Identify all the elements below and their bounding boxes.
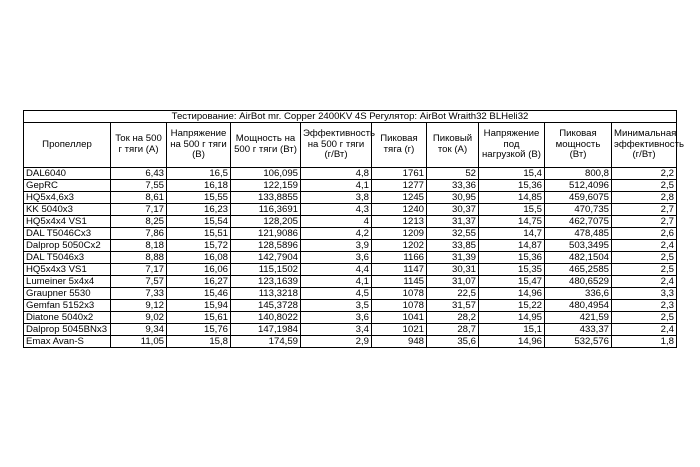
value-cell: 7,17 bbox=[111, 264, 167, 276]
table-row bbox=[24, 288, 677, 300]
value-cell: 28,2 bbox=[427, 312, 479, 324]
value-cell: 1147 bbox=[372, 264, 427, 276]
value-cell: 33,36 bbox=[427, 180, 479, 192]
header-row bbox=[24, 123, 677, 168]
value-cell: 147,1984 bbox=[231, 324, 301, 336]
value-cell: 8,88 bbox=[111, 252, 167, 264]
value-cell: 9,02 bbox=[111, 312, 167, 324]
column-header: Напряжение на 500 г тяги (В) bbox=[167, 123, 231, 168]
propeller-name-cell: Lumeiner 5x4x4 bbox=[24, 276, 111, 288]
table-row bbox=[24, 276, 677, 288]
value-cell: 15,35 bbox=[479, 264, 545, 276]
value-cell: 31,07 bbox=[427, 276, 479, 288]
value-cell: 4,5 bbox=[301, 288, 372, 300]
column-header: Напряжение под нагрузкой (В) bbox=[479, 123, 545, 168]
value-cell: 122,159 bbox=[231, 180, 301, 192]
title-row bbox=[24, 111, 677, 123]
table-row bbox=[24, 264, 677, 276]
value-cell: 478,485 bbox=[545, 228, 612, 240]
value-cell: 2,5 bbox=[612, 264, 677, 276]
table-row bbox=[24, 168, 677, 180]
value-cell: 480,4954 bbox=[545, 300, 612, 312]
propeller-name-cell: DAL6040 bbox=[24, 168, 111, 180]
value-cell: 459,6075 bbox=[545, 192, 612, 204]
value-cell: 31,57 bbox=[427, 300, 479, 312]
value-cell: 15,61 bbox=[167, 312, 231, 324]
value-cell: 532,576 bbox=[545, 336, 612, 348]
table-row bbox=[24, 216, 677, 228]
value-cell: 16,27 bbox=[167, 276, 231, 288]
propeller-name-cell: HQ5x4x3 VS1 bbox=[24, 264, 111, 276]
value-cell: 116,3691 bbox=[231, 204, 301, 216]
value-cell: 2,9 bbox=[301, 336, 372, 348]
value-cell: 2,7 bbox=[612, 204, 677, 216]
value-cell: 503,3495 bbox=[545, 240, 612, 252]
value-cell: 16,18 bbox=[167, 180, 231, 192]
table-row bbox=[24, 252, 677, 264]
value-cell: 465,2585 bbox=[545, 264, 612, 276]
value-cell: 2,3 bbox=[612, 300, 677, 312]
value-cell: 15,46 bbox=[167, 288, 231, 300]
table-row bbox=[24, 240, 677, 252]
value-cell: 16,08 bbox=[167, 252, 231, 264]
column-header: Пиковый ток (А) bbox=[427, 123, 479, 168]
value-cell: 2,8 bbox=[612, 192, 677, 204]
value-cell: 1145 bbox=[372, 276, 427, 288]
value-cell: 2,7 bbox=[612, 216, 677, 228]
value-cell: 480,6529 bbox=[545, 276, 612, 288]
value-cell: 35,6 bbox=[427, 336, 479, 348]
value-cell: 31,39 bbox=[427, 252, 479, 264]
value-cell: 9,12 bbox=[111, 300, 167, 312]
value-cell: 1213 bbox=[372, 216, 427, 228]
value-cell: 113,3218 bbox=[231, 288, 301, 300]
results-sheet bbox=[23, 110, 684, 348]
value-cell: 462,7075 bbox=[545, 216, 612, 228]
value-cell: 14,7 bbox=[479, 228, 545, 240]
value-cell: 31,37 bbox=[427, 216, 479, 228]
propeller-name-cell: GepRC bbox=[24, 180, 111, 192]
value-cell: 145,3728 bbox=[231, 300, 301, 312]
value-cell: 3,9 bbox=[301, 240, 372, 252]
value-cell: 15,4 bbox=[479, 168, 545, 180]
value-cell: 14,96 bbox=[479, 336, 545, 348]
value-cell: 140,8022 bbox=[231, 312, 301, 324]
value-cell: 7,17 bbox=[111, 204, 167, 216]
propeller-name-cell: DAL T5046Cx3 bbox=[24, 228, 111, 240]
value-cell: 1240 bbox=[372, 204, 427, 216]
table-row bbox=[24, 300, 677, 312]
value-cell: 121,9086 bbox=[231, 228, 301, 240]
value-cell: 1202 bbox=[372, 240, 427, 252]
value-cell: 115,1502 bbox=[231, 264, 301, 276]
value-cell: 1761 bbox=[372, 168, 427, 180]
value-cell: 15,51 bbox=[167, 228, 231, 240]
value-cell: 28,7 bbox=[427, 324, 479, 336]
value-cell: 3,3 bbox=[612, 288, 677, 300]
value-cell: 4,8 bbox=[301, 168, 372, 180]
value-cell: 3,8 bbox=[301, 192, 372, 204]
propeller-name-cell: Emax Avan-S bbox=[24, 336, 111, 348]
value-cell: 14,96 bbox=[479, 288, 545, 300]
column-header: Ток на 500 г тяги (А) bbox=[111, 123, 167, 168]
value-cell: 8,61 bbox=[111, 192, 167, 204]
value-cell: 15,54 bbox=[167, 216, 231, 228]
propeller-name-cell: DAL T5046x3 bbox=[24, 252, 111, 264]
table-row bbox=[24, 336, 677, 348]
value-cell: 7,33 bbox=[111, 288, 167, 300]
table-row bbox=[24, 192, 677, 204]
value-cell: 2,4 bbox=[612, 240, 677, 252]
value-cell: 32,55 bbox=[427, 228, 479, 240]
propeller-name-cell: Dalprop 5050Cx2 bbox=[24, 240, 111, 252]
value-cell: 8,18 bbox=[111, 240, 167, 252]
value-cell: 30,37 bbox=[427, 204, 479, 216]
table-row bbox=[24, 180, 677, 192]
value-cell: 14,85 bbox=[479, 192, 545, 204]
value-cell: 1078 bbox=[372, 300, 427, 312]
value-cell: 15,36 bbox=[479, 180, 545, 192]
value-cell: 15,47 bbox=[479, 276, 545, 288]
value-cell: 1209 bbox=[372, 228, 427, 240]
value-cell: 470,735 bbox=[545, 204, 612, 216]
value-cell: 142,7904 bbox=[231, 252, 301, 264]
value-cell: 33,85 bbox=[427, 240, 479, 252]
value-cell: 2,4 bbox=[612, 276, 677, 288]
propeller-name-cell: Diatone 5040x2 bbox=[24, 312, 111, 324]
column-header: Минимальная эффективность (г/Вт) bbox=[612, 123, 677, 168]
value-cell: 7,86 bbox=[111, 228, 167, 240]
table-row bbox=[24, 324, 677, 336]
value-cell: 22,5 bbox=[427, 288, 479, 300]
propeller-name-cell: Graupner 5530 bbox=[24, 288, 111, 300]
value-cell: 4,1 bbox=[301, 180, 372, 192]
value-cell: 6,43 bbox=[111, 168, 167, 180]
value-cell: 1277 bbox=[372, 180, 427, 192]
value-cell: 2,5 bbox=[612, 312, 677, 324]
value-cell: 52 bbox=[427, 168, 479, 180]
value-cell: 2,4 bbox=[612, 324, 677, 336]
table-row bbox=[24, 228, 677, 240]
value-cell: 16,5 bbox=[167, 168, 231, 180]
value-cell: 1166 bbox=[372, 252, 427, 264]
table-body bbox=[24, 111, 684, 348]
value-cell: 512,4096 bbox=[545, 180, 612, 192]
value-cell: 7,55 bbox=[111, 180, 167, 192]
value-cell: 2,2 bbox=[612, 168, 677, 180]
value-cell: 2,6 bbox=[612, 228, 677, 240]
table-title: Тестирование: AirBot mr. Copper 2400KV 4S Регулятор: AirBot Wraith32 BLHeli32 bbox=[24, 111, 677, 123]
value-cell: 16,06 bbox=[167, 264, 231, 276]
propeller-name-cell: KK 5040x3 bbox=[24, 204, 111, 216]
value-cell: 1245 bbox=[372, 192, 427, 204]
value-cell: 14,75 bbox=[479, 216, 545, 228]
propeller-name-cell: Gemfan 5152x3 bbox=[24, 300, 111, 312]
value-cell: 15,55 bbox=[167, 192, 231, 204]
value-cell: 15,94 bbox=[167, 300, 231, 312]
value-cell: 15,1 bbox=[479, 324, 545, 336]
value-cell: 15,72 bbox=[167, 240, 231, 252]
value-cell: 948 bbox=[372, 336, 427, 348]
value-cell: 4 bbox=[301, 216, 372, 228]
column-header: Эффективность на 500 г тяги (г/Вт) bbox=[301, 123, 372, 168]
value-cell: 7,57 bbox=[111, 276, 167, 288]
value-cell: 14,87 bbox=[479, 240, 545, 252]
value-cell: 14,95 bbox=[479, 312, 545, 324]
value-cell: 4,4 bbox=[301, 264, 372, 276]
value-cell: 123,1639 bbox=[231, 276, 301, 288]
value-cell: 2,5 bbox=[612, 252, 677, 264]
value-cell: 4,3 bbox=[301, 204, 372, 216]
value-cell: 3,6 bbox=[301, 312, 372, 324]
column-header: Пиковая тяга (г) bbox=[372, 123, 427, 168]
value-cell: 433,37 bbox=[545, 324, 612, 336]
propeller-name-cell: HQ5x4x4 VS1 bbox=[24, 216, 111, 228]
value-cell: 800,8 bbox=[545, 168, 612, 180]
propeller-name-cell: HQ5x4,6x3 bbox=[24, 192, 111, 204]
propeller-name-cell: Dalprop 5045BNx3 bbox=[24, 324, 111, 336]
value-cell: 174,59 bbox=[231, 336, 301, 348]
table-row bbox=[24, 204, 677, 216]
column-header: Пиковая мощность (Вт) bbox=[545, 123, 612, 168]
value-cell: 9,34 bbox=[111, 324, 167, 336]
table-row bbox=[24, 312, 677, 324]
value-cell: 133,8855 bbox=[231, 192, 301, 204]
column-header: Мощность на 500 г тяги (Вт) bbox=[231, 123, 301, 168]
value-cell: 421,59 bbox=[545, 312, 612, 324]
value-cell: 106,095 bbox=[231, 168, 301, 180]
value-cell: 1078 bbox=[372, 288, 427, 300]
value-cell: 30,95 bbox=[427, 192, 479, 204]
value-cell: 3,4 bbox=[301, 324, 372, 336]
value-cell: 11,05 bbox=[111, 336, 167, 348]
value-cell: 4,2 bbox=[301, 228, 372, 240]
column-header: Пропеллер bbox=[24, 123, 111, 168]
value-cell: 336,6 bbox=[545, 288, 612, 300]
value-cell: 15,76 bbox=[167, 324, 231, 336]
value-cell: 15,22 bbox=[479, 300, 545, 312]
value-cell: 1,8 bbox=[612, 336, 677, 348]
value-cell: 4,1 bbox=[301, 276, 372, 288]
value-cell: 15,5 bbox=[479, 204, 545, 216]
value-cell: 1041 bbox=[372, 312, 427, 324]
value-cell: 15,8 bbox=[167, 336, 231, 348]
value-cell: 8,25 bbox=[111, 216, 167, 228]
value-cell: 2,5 bbox=[612, 180, 677, 192]
value-cell: 30,31 bbox=[427, 264, 479, 276]
value-cell: 3,5 bbox=[301, 300, 372, 312]
value-cell: 1021 bbox=[372, 324, 427, 336]
value-cell: 16,23 bbox=[167, 204, 231, 216]
value-cell: 3,6 bbox=[301, 252, 372, 264]
value-cell: 15,36 bbox=[479, 252, 545, 264]
value-cell: 128,205 bbox=[231, 216, 301, 228]
results-table bbox=[23, 110, 684, 348]
value-cell: 482,1504 bbox=[545, 252, 612, 264]
value-cell: 128,5896 bbox=[231, 240, 301, 252]
